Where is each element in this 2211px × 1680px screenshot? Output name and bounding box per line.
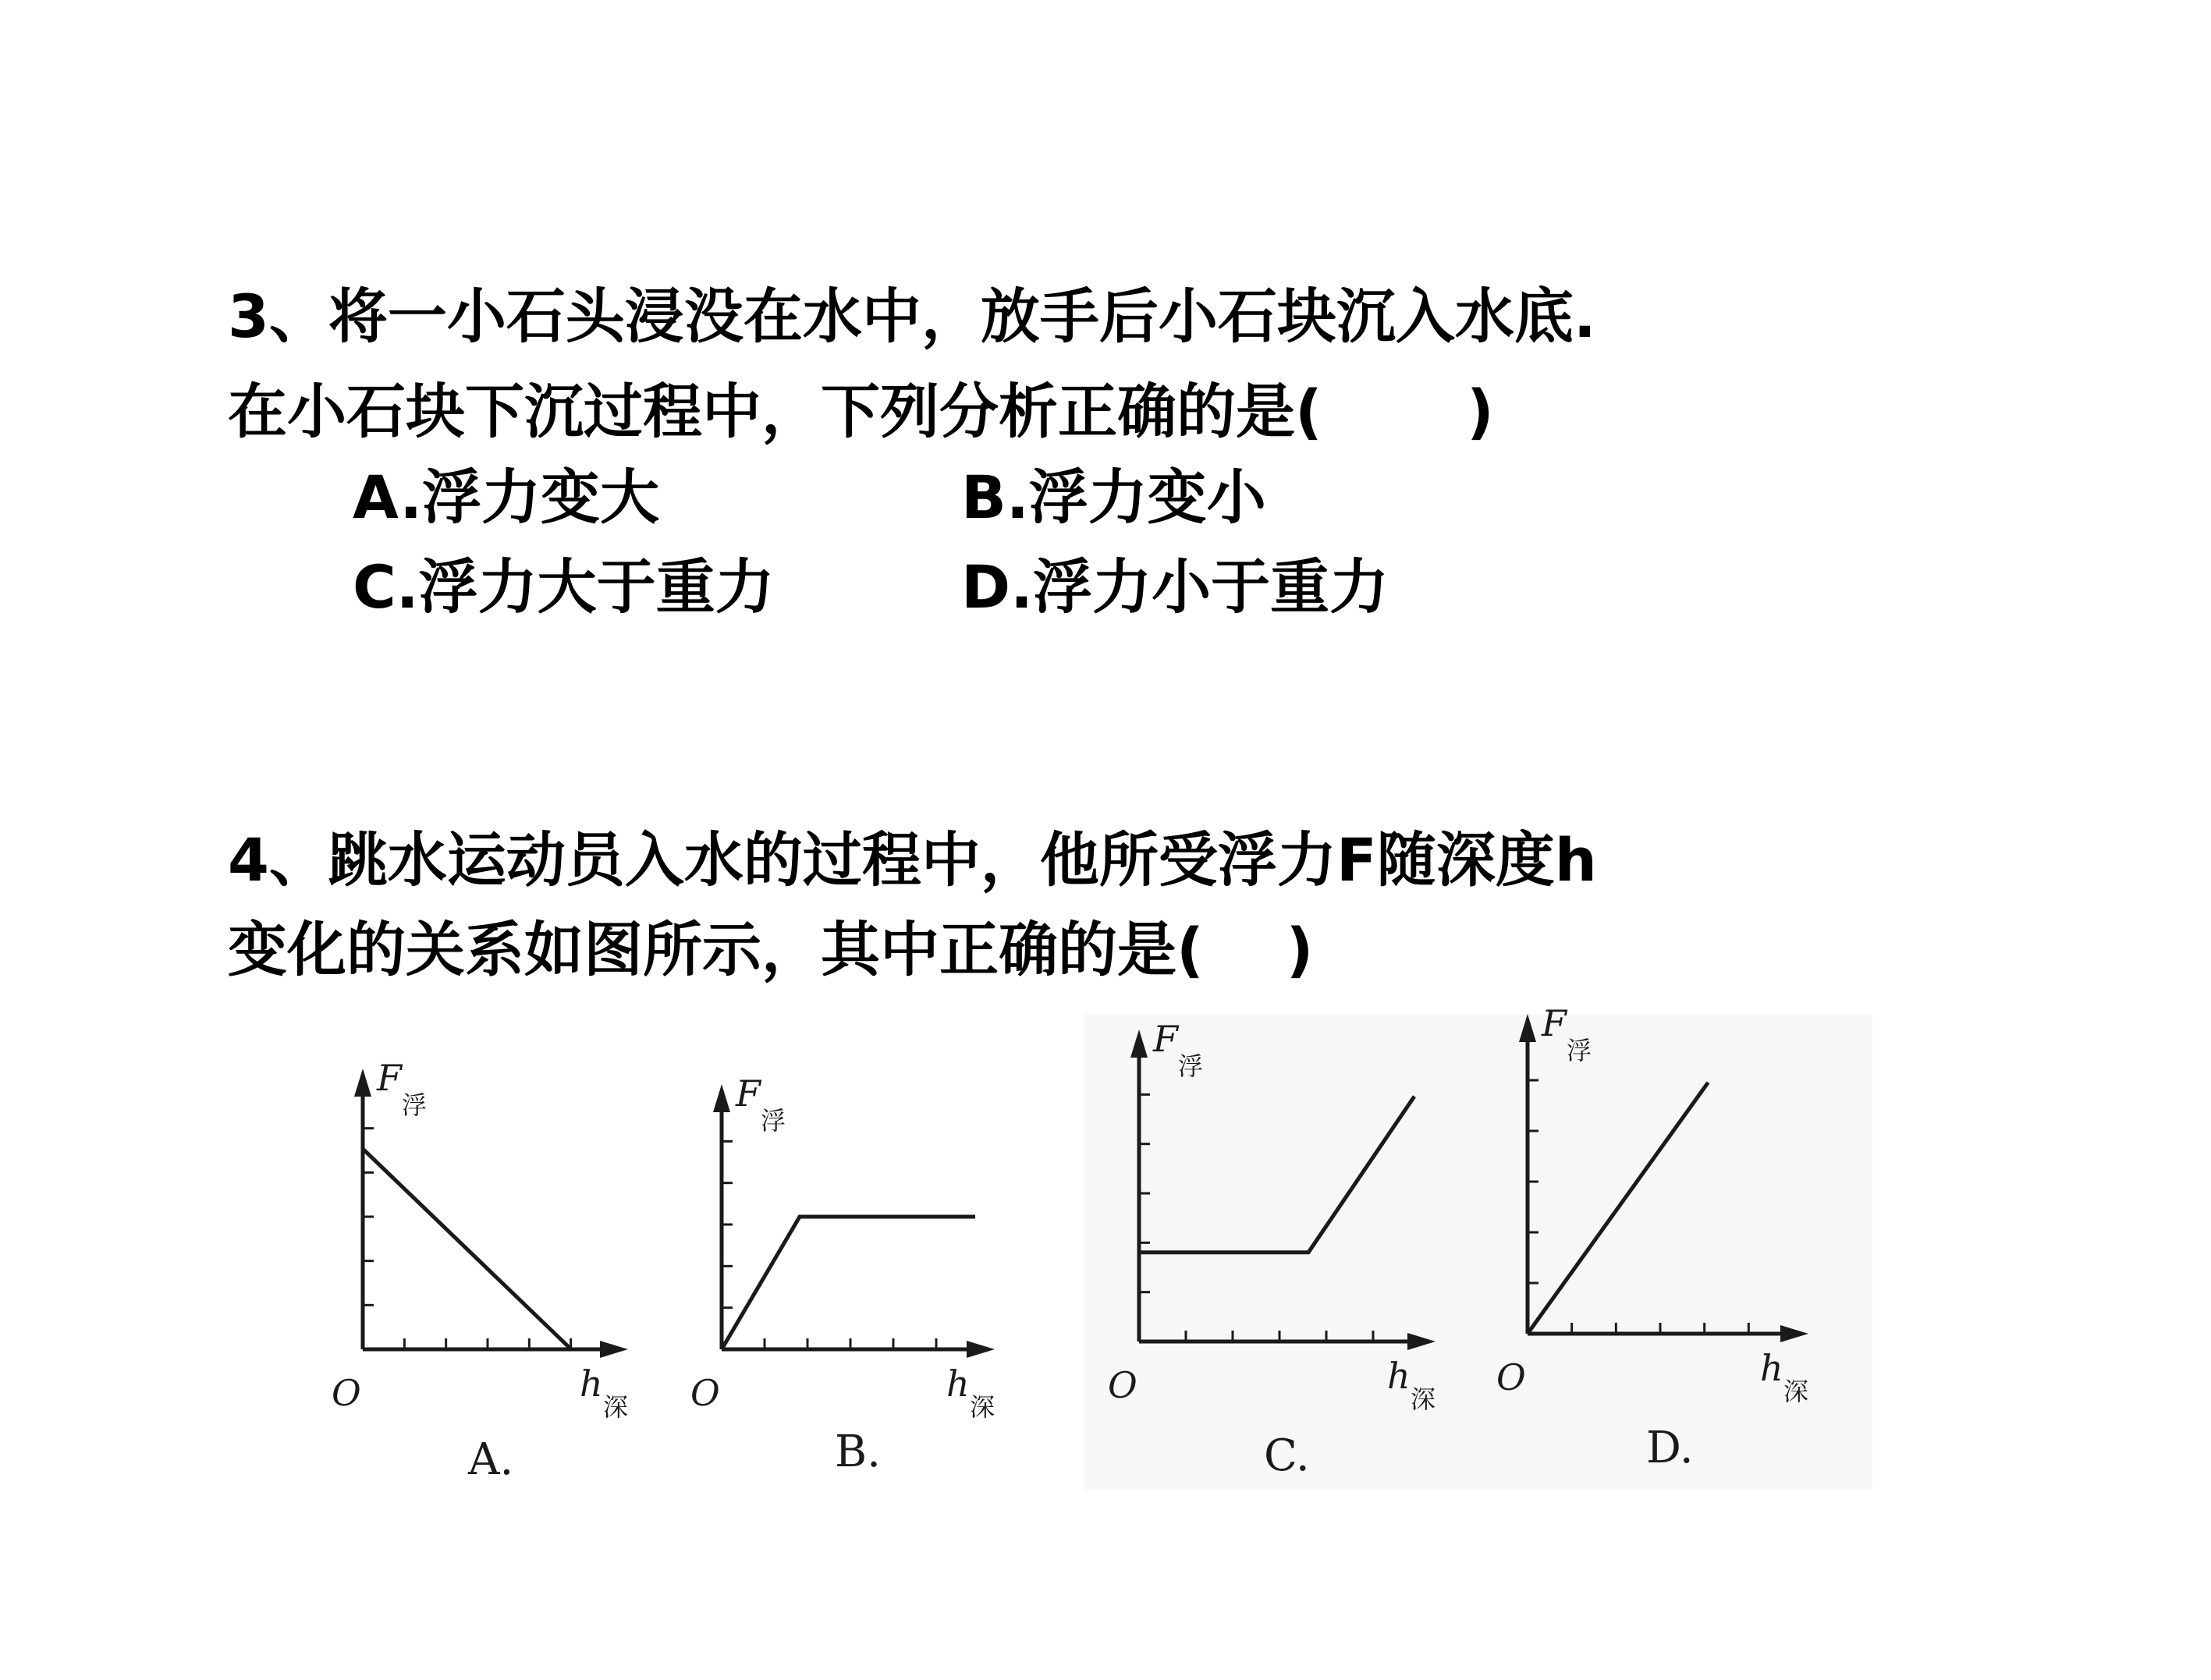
- graph-2-series-line: [1139, 1097, 1414, 1253]
- graph-2-y-sub: 浮: [1178, 1051, 1204, 1081]
- graph-2-origin: O: [1108, 1364, 1137, 1406]
- graph-3-y-arrow: [1519, 1014, 1536, 1042]
- graph-0-y-label: F: [377, 1057, 402, 1099]
- question3-option-a: A.浮力变大: [353, 463, 660, 532]
- graph-3-y-label: F: [1542, 1002, 1567, 1044]
- graph-1-y-arrow: [713, 1084, 730, 1112]
- graph-1-x-sub: 深: [970, 1392, 995, 1422]
- question3-line2: 在小石块下沉过程中，下列分析正确的是( ): [228, 377, 1494, 446]
- graph-0-origin: O: [332, 1372, 361, 1414]
- graph-0-x-label: h: [580, 1363, 603, 1405]
- question3-line1: 3、将一小石头浸没在水中，放手后小石块沉入水底.: [228, 282, 1596, 351]
- graph-3-x-arrow: [1780, 1325, 1808, 1342]
- graph-3-origin: O: [1496, 1356, 1526, 1398]
- graph-1-y-label: F: [736, 1072, 761, 1115]
- question4-line2: 变化的关系如图所示，其中正确的是( ): [228, 915, 1314, 984]
- graph-3-series-line: [1528, 1083, 1708, 1334]
- graph-0-x-sub: 深: [603, 1392, 629, 1422]
- graph-0-y-arrow: [354, 1069, 371, 1097]
- graph-1-series-line: [722, 1217, 975, 1349]
- graph-2-y-label: F: [1153, 1018, 1178, 1060]
- graph-2-caption: C.: [1264, 1430, 1310, 1481]
- graph-2-x-label: h: [1387, 1355, 1411, 1397]
- graph-1-origin: O: [690, 1372, 720, 1414]
- graph-3-y-sub: 浮: [1567, 1036, 1592, 1065]
- graph-1-x-label: h: [946, 1363, 970, 1405]
- graph-1-caption: B.: [835, 1427, 881, 1477]
- graph-2-x-arrow: [1407, 1333, 1436, 1350]
- graph-3-x-sub: 深: [1783, 1377, 1809, 1406]
- graph-3-x-label: h: [1760, 1347, 1783, 1389]
- graph-1-x-arrow: [967, 1341, 995, 1358]
- graph-0-caption: A.: [468, 1434, 514, 1485]
- graph-0-x-arrow: [600, 1341, 628, 1358]
- question3-option-b: B.浮力变小: [961, 463, 1266, 532]
- graph-0-series-line: [363, 1149, 571, 1349]
- question3-option-d: D.浮力小于重力: [961, 552, 1389, 622]
- graph-0-y-sub: 浮: [402, 1090, 428, 1120]
- graph-2-x-sub: 深: [1411, 1384, 1436, 1414]
- graph-3-caption: D.: [1646, 1423, 1694, 1473]
- question3-option-c: C.浮力大于重力: [353, 552, 775, 622]
- graph-1-y-sub: 浮: [761, 1106, 786, 1136]
- graph-2-y-arrow: [1130, 1030, 1148, 1058]
- question4-line1: 4、跳水运动员入水的过程中，他所受浮力F随深度h: [228, 825, 1597, 895]
